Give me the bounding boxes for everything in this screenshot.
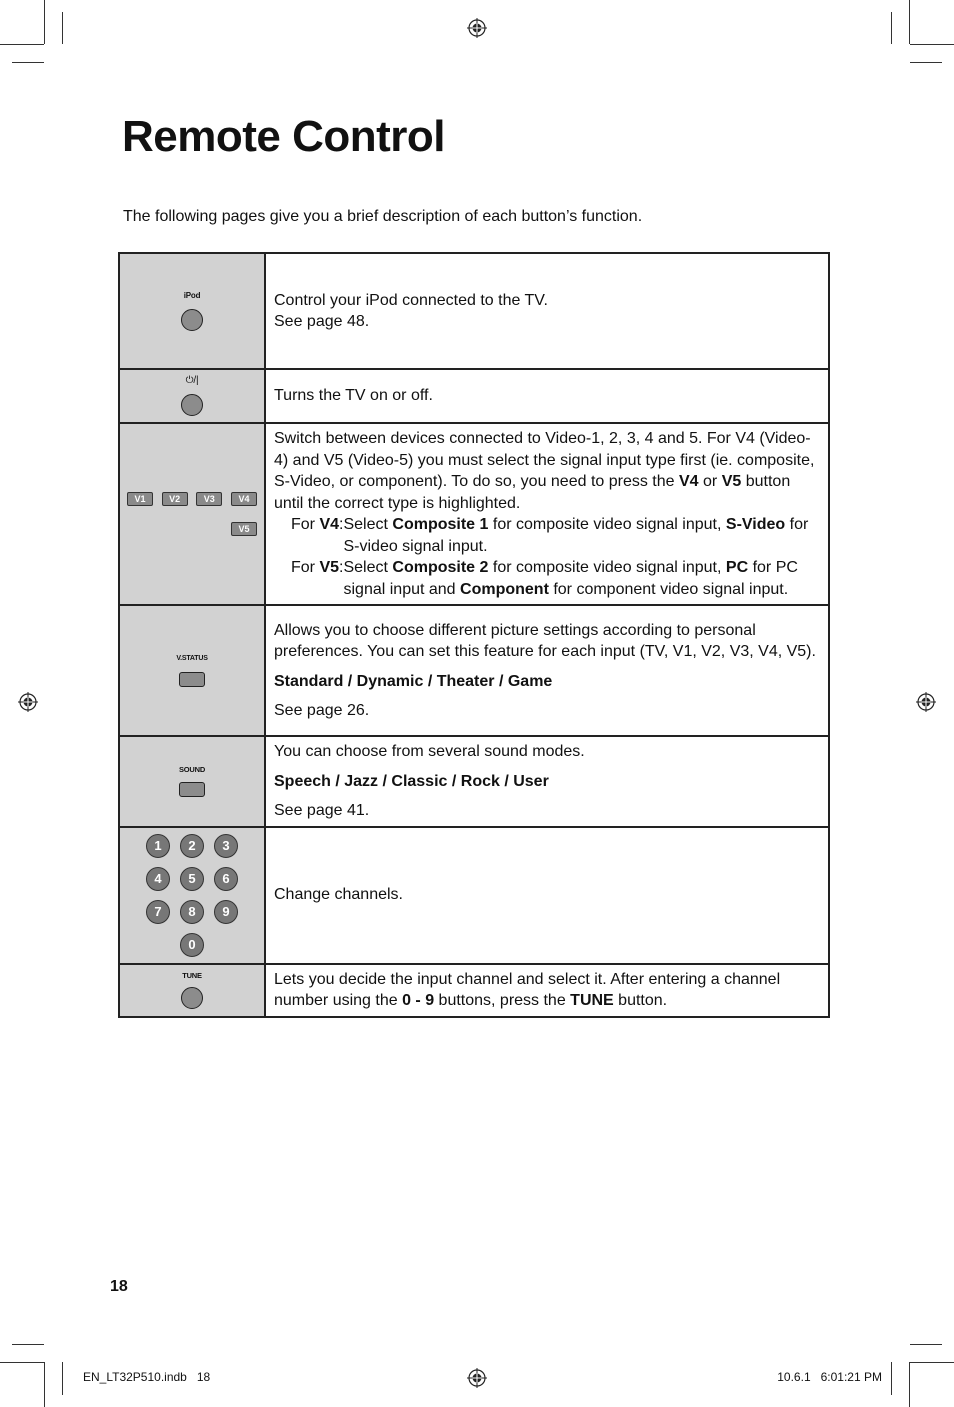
table-row (119, 964, 829, 1017)
v5-lead (274, 557, 343, 600)
button-illustration-cell (119, 827, 265, 964)
table-row (119, 827, 829, 964)
registration-mark-icon (467, 1368, 487, 1388)
text-run: Component (460, 580, 549, 598)
text-run: V4 (319, 516, 340, 533)
sound-modes: Speech / Jazz / Classic / Rock / User (274, 772, 549, 790)
crop-mark (891, 12, 892, 44)
text-run: for PC signal input and (343, 559, 798, 598)
v3-button-icon: V3 (196, 492, 222, 506)
text-run: for component video signal input. (548, 580, 789, 598)
text-run: button. (613, 992, 668, 1009)
ipod-see-page: See page 48. (274, 313, 370, 330)
crop-mark (12, 62, 44, 63)
text-run: : (339, 559, 344, 576)
vstatus-modes: Standard / Dynamic / Theater / Game (274, 672, 553, 690)
text-run: Select (343, 559, 393, 576)
description-cell (265, 827, 829, 964)
text-run: button until the correct type is highlighted. (274, 473, 791, 512)
vstatus-see-page: See page 26. (274, 702, 370, 719)
table-row (119, 423, 829, 605)
crop-mark (44, 1362, 45, 1407)
text-run: Switch between devices connected to Video-1, 2, 3, 4 and 5. For V4 (Video-4) and V5 (Video-5) you must select the signal input type first (ie. composite, S-Video, or component). To do so, you need to press the (274, 430, 815, 490)
vstatus-button-label: V.STATUS (176, 655, 208, 662)
crop-mark (0, 44, 44, 45)
text-run: V5 (721, 473, 742, 490)
registration-mark-icon (467, 18, 487, 38)
text-run: for composite video signal input, (488, 559, 726, 576)
text-run: for composite video signal input, (488, 516, 726, 533)
numbers-description: Change channels. (274, 886, 403, 904)
crop-mark (910, 44, 954, 45)
button-illustration-cell (119, 964, 265, 1017)
number-4-button-icon: 4 (146, 867, 170, 891)
crop-mark (910, 1344, 942, 1345)
crop-mark (44, 0, 45, 44)
v2-button-icon: V2 (162, 492, 188, 506)
number-7-button-icon: 7 (146, 900, 170, 924)
ipod-button-icon (181, 309, 203, 331)
button-illustration-cell (119, 369, 265, 423)
number-1-button-icon: 1 (146, 834, 170, 858)
v4-lead (274, 514, 343, 557)
registration-mark-icon (916, 692, 936, 712)
button-illustration-cell (119, 736, 265, 827)
button-illustration-cell (119, 253, 265, 369)
description-cell (265, 736, 829, 827)
registration-mark-icon (18, 692, 38, 712)
text-run: buttons, press the (434, 992, 571, 1009)
text-run: 0 - 9 (402, 992, 435, 1009)
number-2-button-icon: 2 (180, 834, 204, 858)
ipod-description: Control your iPod connected to the TV. (274, 291, 548, 309)
tune-description (274, 969, 819, 1012)
text-run: Composite 2 (392, 559, 489, 576)
text-run: For (291, 559, 320, 576)
table-row (119, 736, 829, 827)
button-description-table (118, 252, 830, 1018)
sound-button-icon (179, 782, 205, 797)
text-run: Select (343, 516, 393, 533)
crop-mark (62, 12, 63, 44)
v4-button-icon: V4 (231, 492, 257, 506)
v4-options (343, 514, 819, 557)
crop-mark (909, 0, 910, 44)
footer-timestamp: 10.6.1 6:01:21 PM (777, 1370, 882, 1384)
number-9-button-icon: 9 (214, 900, 238, 924)
table-row (119, 369, 829, 423)
text-run: For (291, 516, 320, 533)
table-row (119, 605, 829, 736)
text-run: for S-video signal input. (343, 516, 809, 555)
v5-button-icon: V5 (231, 522, 257, 536)
table-row (119, 253, 829, 369)
description-cell (265, 253, 829, 369)
power-button-label: ⏻/| (185, 375, 199, 386)
v1-button-icon: V1 (127, 492, 153, 506)
ipod-button-label: iPod (183, 291, 201, 300)
text-run: TUNE (570, 992, 614, 1009)
button-illustration-cell (119, 605, 265, 736)
text-run: V5 (319, 559, 340, 576)
power-button-icon (181, 394, 203, 416)
text-run: V4 (679, 473, 699, 490)
description-cell (265, 369, 829, 423)
sound-description: You can choose from several sound modes. (274, 743, 585, 760)
footer-file-info: EN_LT32P510.indb 18 (83, 1370, 211, 1384)
vstatus-description: Allows you to choose different picture settings according to personal preferences. You can set this feature for each input (TV, V1, V2, V3, V4, V5). (274, 621, 816, 660)
text-run: : (339, 516, 344, 533)
description-cell (265, 423, 829, 605)
number-6-button-icon: 6 (214, 867, 238, 891)
tune-button-icon (181, 987, 203, 1009)
page-number: 18 (110, 1278, 128, 1295)
v4-option-line (274, 514, 819, 557)
text-run: S-Video (725, 516, 786, 533)
number-0-button-icon: 0 (180, 933, 204, 957)
tune-button-label: TUNE (182, 970, 202, 980)
v5-options (343, 557, 819, 600)
video-description (274, 428, 819, 514)
text-run: Composite 1 (392, 516, 489, 533)
power-description: Turns the TV on or off. (274, 387, 433, 405)
description-cell (265, 605, 829, 736)
sound-button-label: SOUND (178, 764, 206, 774)
intro-text: The following pages give you a brief description of each button’s function. (123, 208, 643, 225)
crop-mark (62, 1362, 63, 1395)
description-cell (265, 964, 829, 1017)
number-5-button-icon: 5 (180, 867, 204, 891)
crop-mark (12, 1344, 44, 1345)
page-title: Remote Control (122, 112, 445, 161)
crop-mark (910, 62, 942, 63)
button-illustration-cell (119, 423, 265, 605)
number-8-button-icon: 8 (180, 900, 204, 924)
crop-mark (910, 1362, 954, 1363)
text-run: or (698, 473, 722, 490)
number-3-button-icon: 3 (214, 834, 238, 858)
crop-mark (891, 1362, 892, 1395)
crop-mark (909, 1362, 910, 1407)
v5-option-line (274, 557, 819, 600)
text-run: Lets you decide the input channel and select it. After entering a channel number using the (274, 970, 781, 1009)
vstatus-button-icon (179, 672, 205, 687)
crop-mark (0, 1362, 44, 1363)
sound-see-page: See page 41. (274, 802, 370, 819)
text-run: PC (725, 559, 749, 576)
